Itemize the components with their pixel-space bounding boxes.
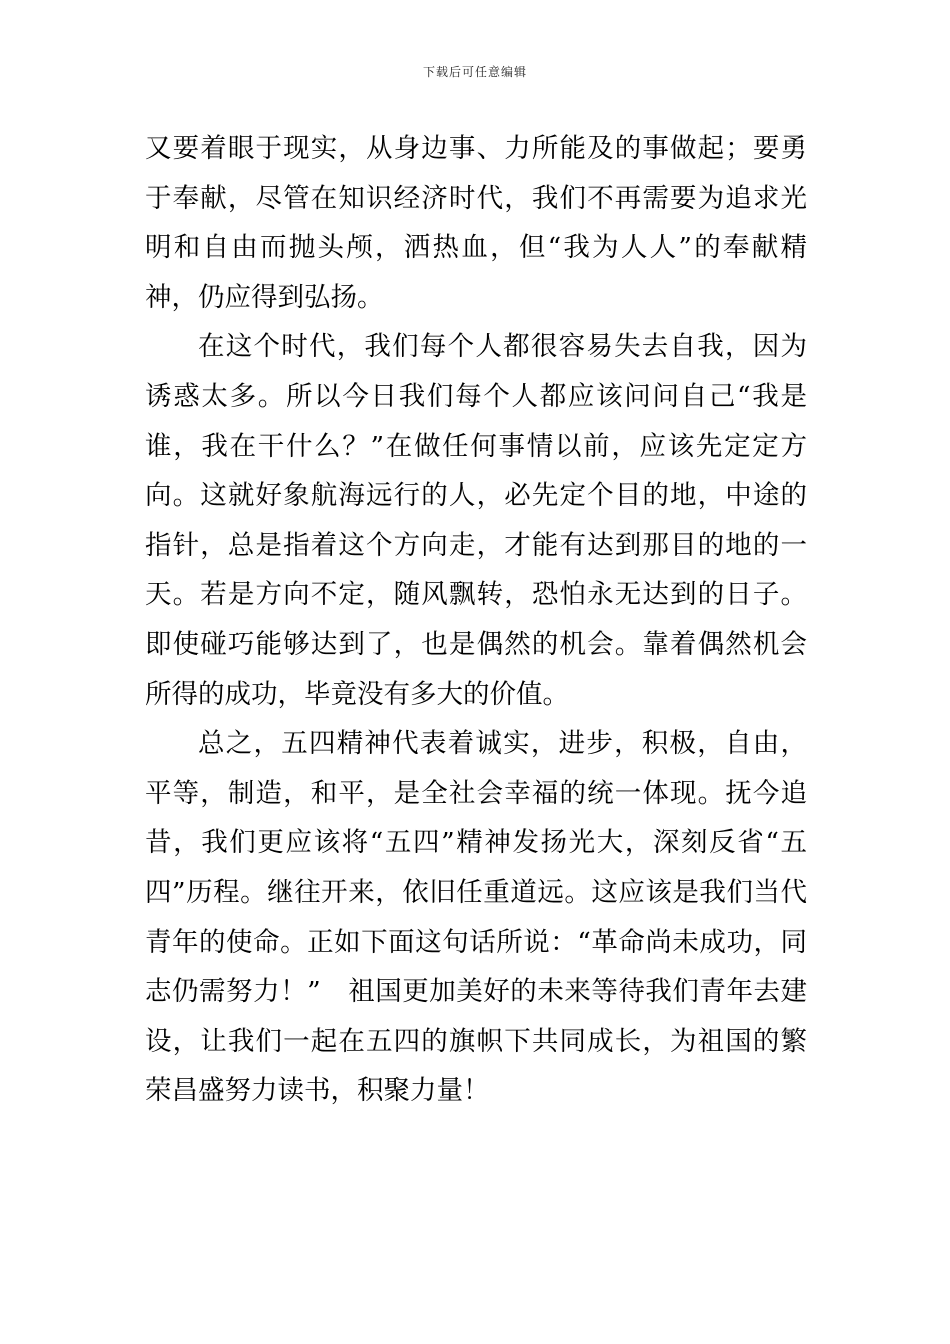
document-body — [145, 124, 807, 1116]
page-header: 下载后可任意编辑 — [422, 65, 527, 79]
paragraph-2: 在这个时代，我们每个人都很容易失去自我，因为诱惑太多。所以今日我们每个人都应该问问自己“我是谁，我在干什么？”在做任何事情以前，应该先定定方向。这就好象航海远行的人，必先定个目的地，中途的指针，总是指着这个方向走，才能有达到那目的地的一天。若是方向不定，随风飘转，恐怕永无达到的日子。即使碰巧能够达到了，也是偶然的机会。靠着偶然机会所得的成功，毕竟没有多大的价值。 — [145, 331, 807, 710]
paragraph-1: 又要着眼于现实，从身边事、力所能及的事做起；要勇于奉献，尽管在知识经济时代，我们不再需要为追求光明和自由而抛头颅，洒热血，但“我为人人”的奉献精神，仍应得到弘扬。 — [145, 133, 807, 313]
paragraph-3: 总之，五四精神代表着诚实，进步，积极，自由，平等，制造，和平，是全社会幸福的统一体现。抚今追昔，我们更应该将“五四”精神发扬光大，深刻反省“五四”历程。继往开来，依旧任重道远。这应该是我们当代青年的使命。正如下面这句话所说：“革命尚未成功，同志仍需努力！” 祖国更加美好的未来等待我们青年去建设，让我们一起在五四的旗帜下共同成长，为祖国的繁荣昌盛努力读书，积聚力量！ — [145, 728, 807, 1107]
